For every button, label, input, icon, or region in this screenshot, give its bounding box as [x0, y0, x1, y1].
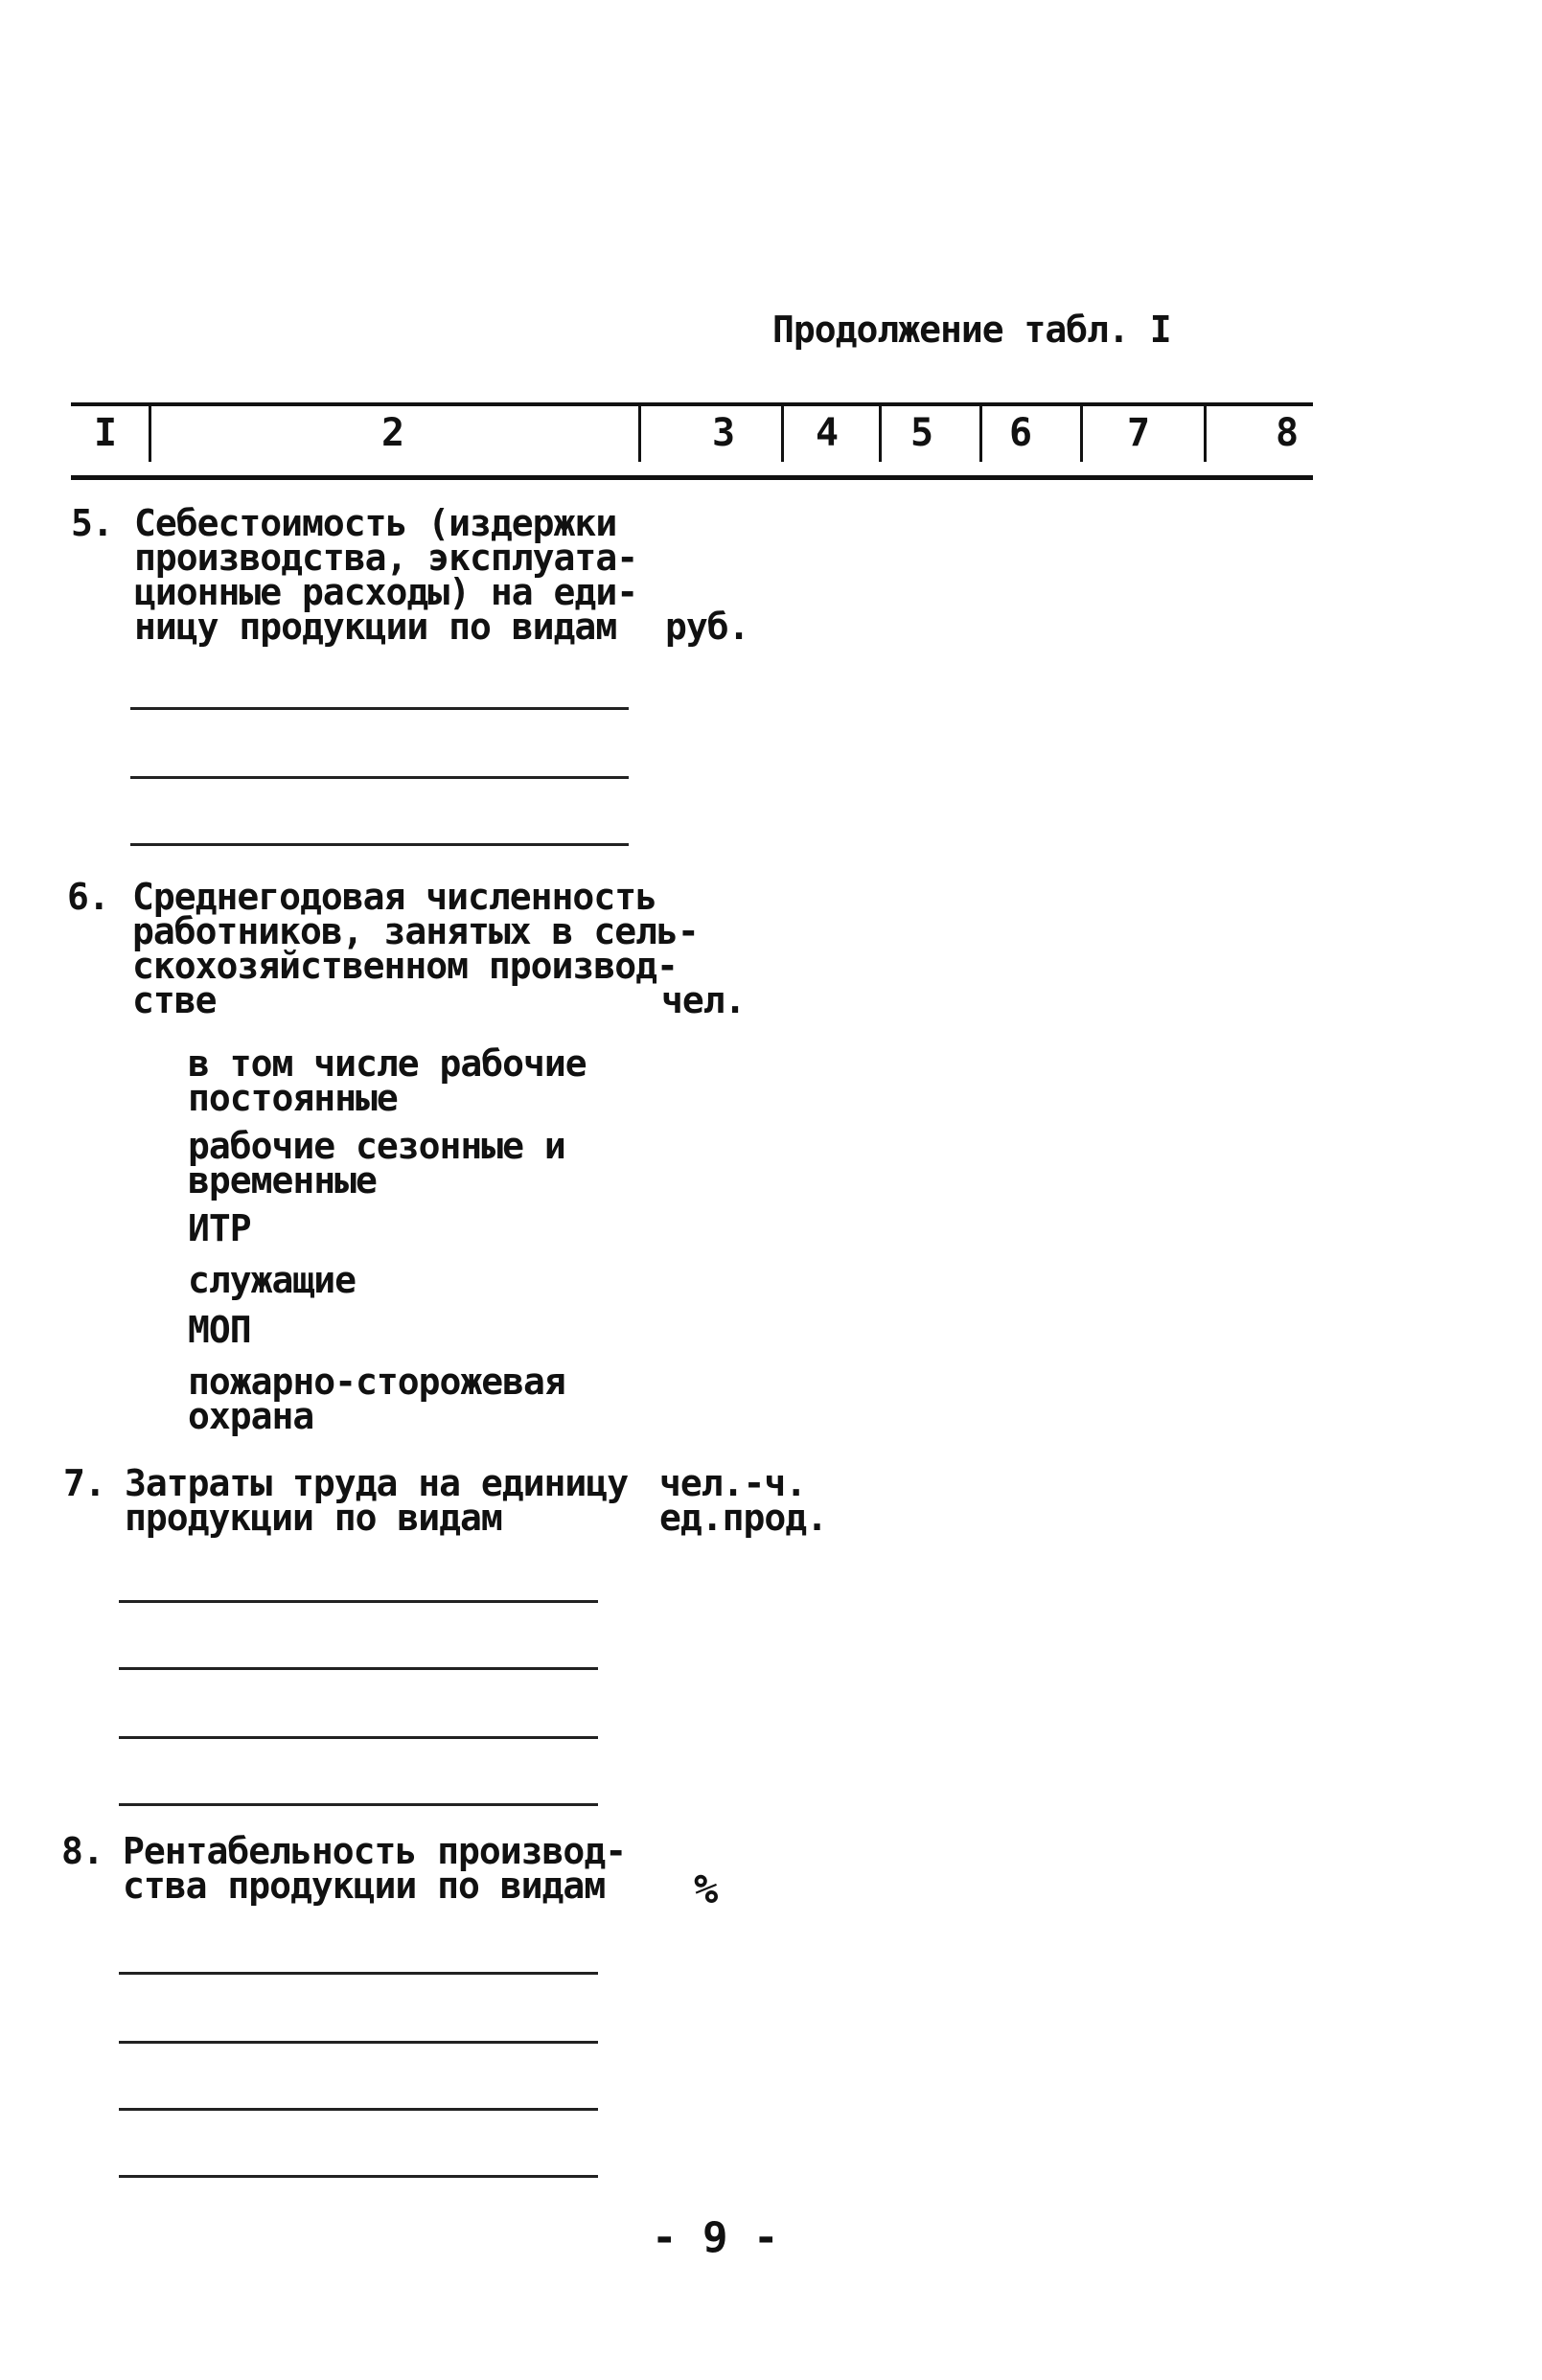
item-text-line: ционные расходы) на еди-	[134, 571, 638, 613]
blank-line	[130, 843, 629, 846]
column-number-4: 4	[815, 411, 840, 455]
item-text-line: ницу продукции по видам	[134, 606, 617, 648]
column-separator	[1080, 402, 1083, 462]
item-number: 8.	[61, 1830, 104, 1872]
item-text-line: Среднегодовая численность	[132, 876, 656, 918]
column-separator	[781, 402, 784, 462]
item-text-line: стве	[132, 979, 217, 1021]
item-text-line: ства продукции по видам	[123, 1865, 606, 1907]
column-separator	[149, 402, 151, 462]
item-number: 7.	[63, 1462, 105, 1504]
blank-line	[119, 1667, 598, 1670]
item-unit: руб.	[665, 606, 749, 648]
column-number-5: 5	[909, 411, 934, 455]
subitem-text-line: в том числе рабочие	[188, 1042, 587, 1085]
column-number-3: 3	[711, 411, 736, 455]
subitem-text-line: пожарно-сторожевая	[188, 1361, 565, 1403]
item-unit: %	[694, 1865, 718, 1912]
header-bottom-rule	[71, 475, 1313, 480]
table-continuation-caption: Продолжение табл. I	[772, 309, 1171, 351]
item-text-line: Рентабельность производ-	[123, 1830, 627, 1872]
subitem-text-line: ИТР	[188, 1207, 251, 1249]
item-number: 6.	[67, 876, 109, 918]
blank-line	[119, 2108, 598, 2111]
subitem-text-line: охрана	[188, 1395, 314, 1437]
subitem-text-line: МОП	[188, 1309, 251, 1351]
column-separator	[638, 402, 641, 462]
blank-line	[119, 2175, 598, 2178]
page-number: - 9 -	[652, 2213, 779, 2262]
column-separator	[879, 402, 882, 462]
column-number-7: 7	[1126, 411, 1151, 455]
column-number-6: 6	[1008, 411, 1033, 455]
blank-line	[119, 1803, 598, 1806]
blank-line	[119, 1736, 598, 1739]
column-number-8: 8	[1275, 411, 1300, 455]
blank-line	[119, 2041, 598, 2044]
column-separator	[979, 402, 982, 462]
item-text-line: производства, эксплуата-	[134, 537, 638, 579]
item-text-line: Затраты труда на единицу	[125, 1462, 629, 1504]
column-number-2: 2	[380, 411, 405, 455]
item-text-line: продукции по видам	[125, 1497, 502, 1539]
subitem-text-line: временные	[188, 1159, 377, 1201]
item-text-line: Себестоимость (издержки	[134, 502, 617, 544]
item-text-line: работников, занятых в сель-	[132, 910, 699, 952]
item-unit: ед.прод.	[659, 1497, 828, 1539]
column-separator	[1204, 402, 1207, 462]
subitem-text-line: служащие	[188, 1259, 357, 1301]
subitem-text-line: рабочие сезонные и	[188, 1125, 565, 1167]
header-top-rule	[71, 402, 1313, 406]
blank-line	[119, 1972, 598, 1975]
item-unit: чел.	[661, 979, 746, 1021]
item-text-line: скохозяйственном производ-	[132, 945, 678, 987]
item-number: 5.	[71, 502, 113, 544]
blank-line	[119, 1600, 598, 1603]
blank-line	[130, 776, 629, 779]
item-unit: чел.-ч.	[659, 1462, 807, 1504]
column-number-1: I	[93, 411, 118, 455]
subitem-text-line: постоянные	[188, 1077, 398, 1119]
blank-line	[130, 707, 629, 710]
